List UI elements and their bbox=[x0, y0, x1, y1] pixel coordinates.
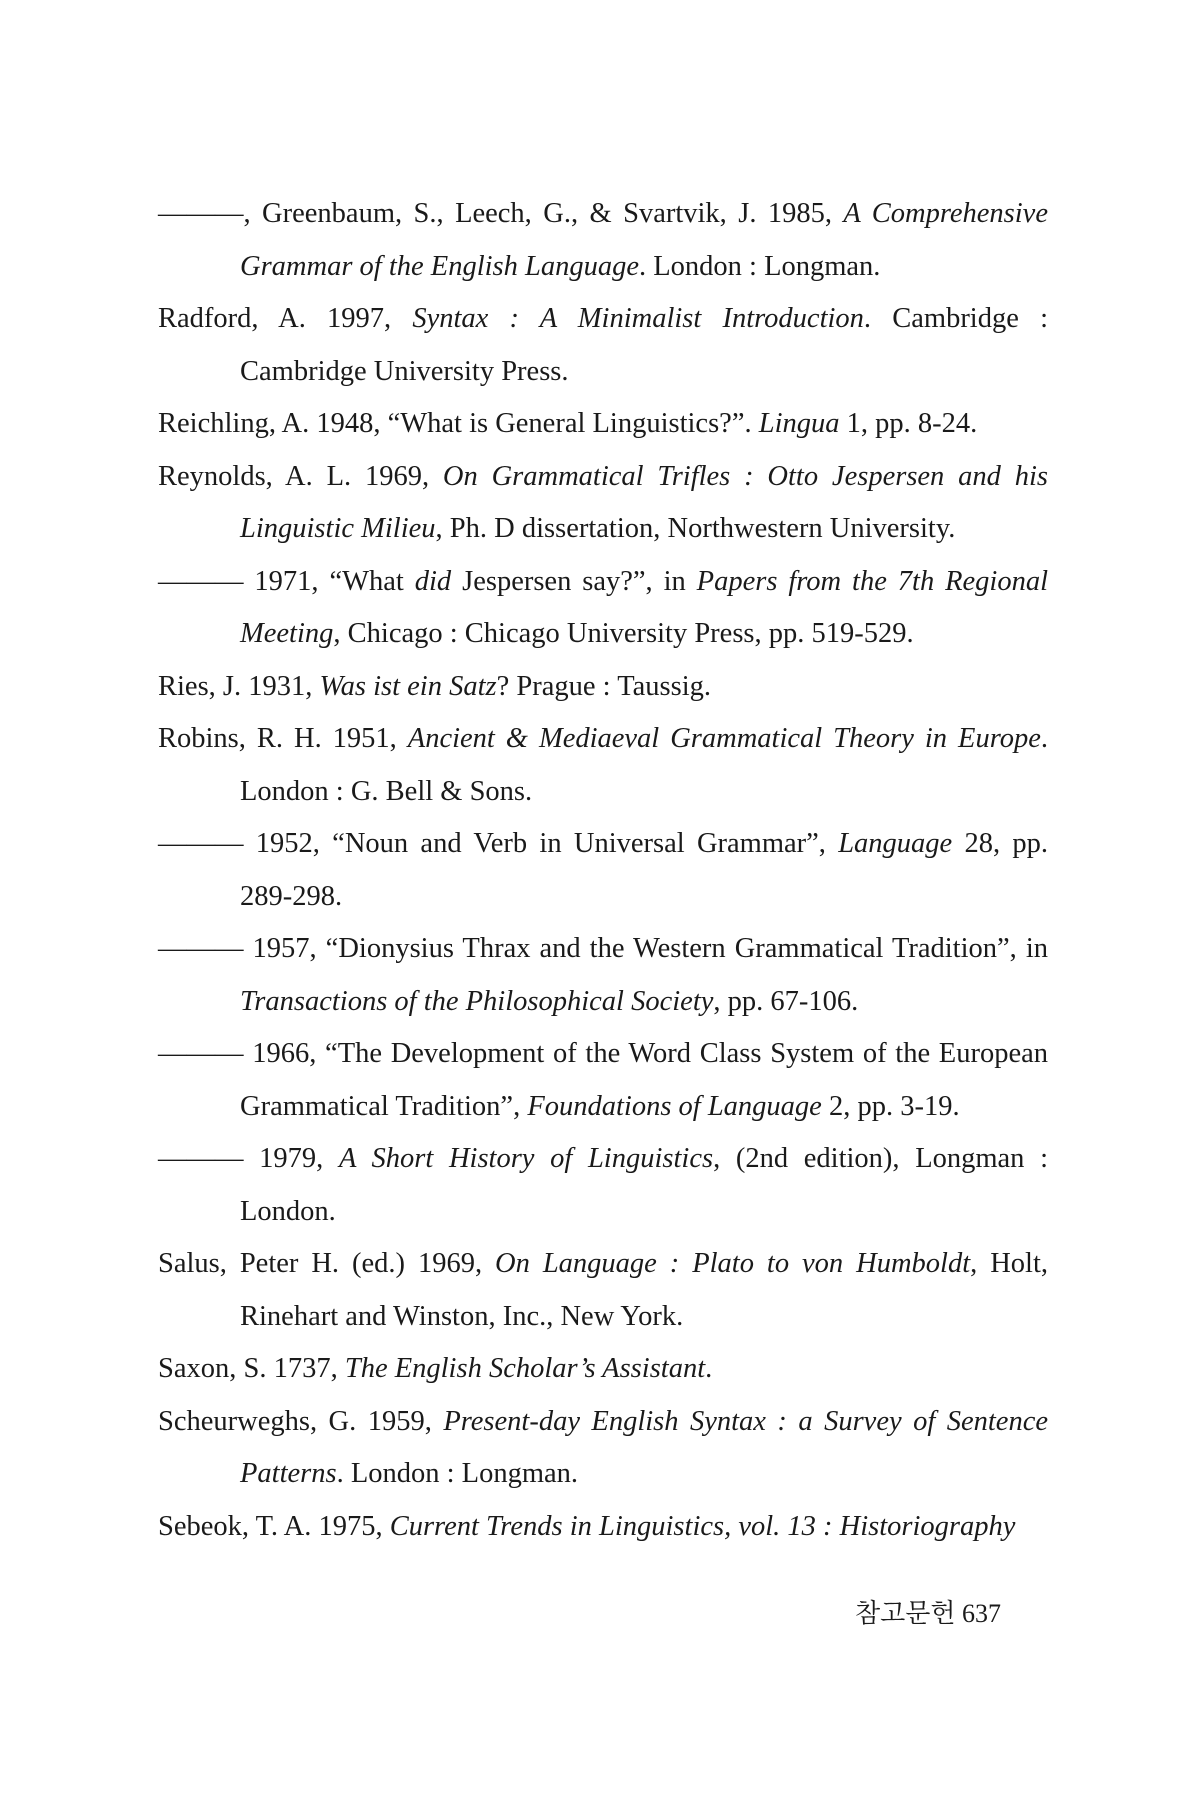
reference-title-italic: Was ist ein Satz bbox=[319, 670, 497, 702]
reference-text: ——— 1971, “What bbox=[158, 565, 415, 597]
reference-text: Jespersen say?”, in bbox=[451, 565, 697, 597]
reference-text: Ries, J. 1931, bbox=[158, 670, 320, 702]
reference-text: 28, pp. 289-298. bbox=[240, 828, 1049, 912]
reference-title-italic: On Language : Plato to von Humboldt bbox=[495, 1248, 971, 1279]
reference-entry bbox=[158, 1028, 1048, 1133]
reference-text: . London : Longman. bbox=[639, 250, 881, 282]
reference-entry bbox=[158, 661, 1048, 714]
reference-entry bbox=[158, 293, 1048, 398]
reference-title-italic: On Grammatical Trifles : Otto Jespersen and his Linguistic Milieu bbox=[240, 460, 1048, 544]
reference-title-italic: Syntax : A Minimalist Introduction bbox=[412, 303, 864, 334]
reference-text: ? Prague : Taussig. bbox=[496, 670, 711, 702]
reference-text: ——— 1957, “Dionysius Thrax and the Western Grammatical Tradition”, in bbox=[158, 933, 1048, 964]
reference-entry bbox=[158, 818, 1048, 923]
reference-text: Reynolds, A. L. 1969, bbox=[158, 460, 443, 492]
reference-title-italic: A Comprehensive Grammar of the English Language bbox=[240, 198, 1048, 282]
reference-title-italic: Foundations of Language bbox=[527, 1090, 822, 1122]
reference-title-italic: Papers from the 7th Regional Meeting bbox=[240, 565, 1049, 649]
reference-text: . London : Longman. bbox=[336, 1458, 579, 1489]
reference-text: Sebeok, T. A. 1975, bbox=[158, 1510, 390, 1542]
page-number: 637 bbox=[961, 1599, 1001, 1628]
reference-entry bbox=[158, 1396, 1048, 1501]
reference-text: . London : G. Bell & Sons. bbox=[240, 723, 1048, 807]
reference-entry bbox=[158, 188, 1048, 293]
reference-text: Scheurweghs, G. 1959, bbox=[158, 1405, 444, 1437]
reference-title-italic: Ancient & Mediaeval Grammatical Theory in Europe bbox=[407, 723, 1041, 754]
reference-entry bbox=[158, 1238, 1048, 1343]
page-footer bbox=[855, 1594, 1001, 1634]
reference-title-italic: A Short History of Linguistics bbox=[338, 1143, 714, 1174]
reference-text: 2, pp. 3-19. bbox=[821, 1090, 960, 1122]
reference-text: ——— 1979, bbox=[158, 1143, 339, 1174]
reference-title-italic: The English Scholar’s Assistant bbox=[344, 1353, 706, 1384]
reference-text: Radford, A. 1997, bbox=[158, 303, 413, 334]
reference-list bbox=[158, 188, 1048, 1553]
reference-title-italic: Language bbox=[838, 828, 953, 859]
reference-entry bbox=[158, 1133, 1048, 1238]
reference-text: . Cambridge : Cambridge University Press. bbox=[240, 303, 1048, 387]
reference-text: 1, pp. 8-24. bbox=[839, 408, 978, 439]
reference-entry bbox=[158, 1343, 1048, 1396]
reference-title-italic: Current Trends in Linguistics, vol. 13 : Historiography bbox=[389, 1510, 1016, 1542]
reference-entry bbox=[158, 556, 1048, 661]
reference-text: ——— 1952, “Noun and Verb in Universal Grammar”, bbox=[158, 828, 839, 859]
reference-entry bbox=[158, 1501, 1048, 1554]
reference-entry bbox=[158, 923, 1048, 1028]
reference-text: Saxon, S. 1737, bbox=[158, 1353, 345, 1384]
reference-entry bbox=[158, 713, 1048, 818]
reference-text: ———, Greenbaum, S., Leech, G., & Svartvik, J. 1985, bbox=[158, 198, 844, 229]
reference-text: . bbox=[705, 1353, 713, 1384]
reference-title-italic: did bbox=[414, 565, 452, 597]
footer-section-title: 참고문헌 bbox=[855, 1599, 956, 1628]
reference-text: Salus, Peter H. (ed.) 1969, bbox=[158, 1248, 496, 1279]
reference-text: , Holt, Rinehart and Winston, Inc., New York. bbox=[240, 1248, 1049, 1332]
reference-title-italic: Transactions of the Philosophical Society bbox=[240, 985, 714, 1017]
reference-text: Reichling, A. 1948, “What is General Linguistics?”. bbox=[158, 408, 759, 439]
reference-text: , Ph. D dissertation, Northwestern University. bbox=[435, 513, 956, 544]
reference-entry bbox=[158, 398, 1048, 451]
reference-entry bbox=[158, 451, 1048, 556]
reference-text: , pp. 67-106. bbox=[713, 985, 859, 1017]
reference-title-italic: Present-day English Syntax : a Survey of Sentence Patterns bbox=[240, 1405, 1048, 1489]
reference-text: Robins, R. H. 1951, bbox=[158, 723, 408, 754]
reference-title-italic: Lingua bbox=[758, 408, 840, 439]
reference-text: ——— 1966, “The Development of the Word Class System of the European Grammatical Tradition”, bbox=[158, 1038, 1048, 1122]
reference-text: , (2nd edition), Longman : London. bbox=[240, 1143, 1049, 1227]
reference-text: , Chicago : Chicago University Press, pp. 519-529. bbox=[333, 618, 914, 649]
